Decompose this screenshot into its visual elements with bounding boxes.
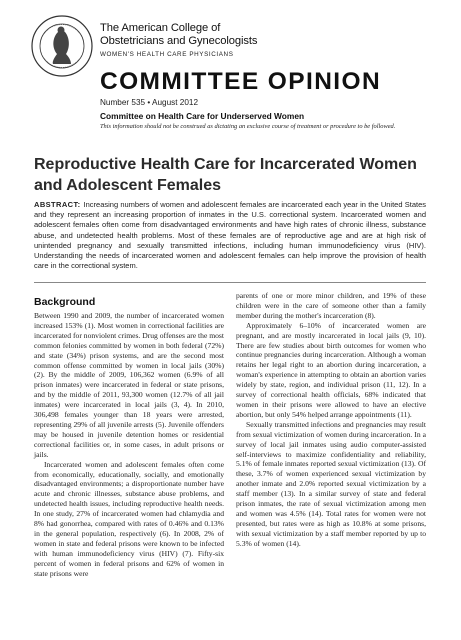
- committee-name: Committee on Health Care for Underserved Women: [100, 111, 305, 121]
- acog-seal-icon: [30, 14, 94, 78]
- org-line-1: The American College of: [100, 22, 221, 34]
- abstract: [34, 200, 426, 271]
- background-heading: Background: [34, 296, 96, 308]
- body-paragraph: parents of one or more minor children, and 19% of these children were in the care of someone other than a family member during the mother's incarceration (8).: [236, 291, 426, 320]
- article-title: Reproductive Health Care for Incarcerated Women and Adolescent Females: [34, 156, 417, 194]
- body-column-right: [236, 291, 426, 549]
- abstract-label: ABSTRACT:: [34, 200, 81, 209]
- org-subtitle: WOMEN'S HEALTH CARE PHYSICIANS: [100, 51, 234, 58]
- section-divider: [34, 282, 426, 283]
- org-line-2: Obstetricians and Gynecologists: [100, 35, 258, 47]
- body-column-left: [34, 296, 224, 578]
- body-paragraph: Approximately 6–10% of incarcerated women are pregnant, and are mostly incarcerated in local jails (9, 10). There are few studies about birth outcomes for women who continue pregnancies during incarceration. Although a woman retains her legal right to an abortion during incarceration, a woman's experience in attempting to obtain an abortion varies widely by state, region, and individual prison (11, 12). In a survey of correctional health officials, 68% indicated that women in their prisons were allowed to have an elective abortion, but only 54% helped arrange appointments (11).: [236, 320, 426, 419]
- body-paragraph: Sexually transmitted infections and pregnancies may result from sexual victimization of women during incarceration. In a survey of local jail inmates using audio computer-assisted self-interviews to maximize confidentiality and reliability, 5.1% of female inmates reported sexual victimization (13). Of these, 3.7% of women experienced sexual victimization by another inmate and 2.0% reported sexual victimization by a staff member (13). In a similar survey of state and federal prison inmates, the rate of sexual victimization among men and women was 4.5% (14). Total rates for women were not presented, but rates were as high as 10.8% at some prisons, with sexual victimization by a staff member reported by up to 5.3% of women (14).: [236, 419, 426, 548]
- disclaimer: This information should not be construed as dictating an exclusive course of treatment or procedure to be followed.: [100, 123, 396, 130]
- body-paragraph: Incarcerated women and adolescent females often come from economically, educationally, socially, and emotionally disadvantaged environments; a disproportionate number have acute and chronic illnesses, substance abuse problems, and undetected health issues, including reproductive health needs. In one study, 27% of incarcerated women had chlamydia and 8% had gonorrhea, compared with rates of 0.46% and 0.13% in the general population, respectively (6). In 2008, 2% of women in state and federal prisons were known to be infected with human immunodeficiency virus (HIV) (7). Fifty-six percent of women in federal prisons and 62% of women in state prisons were: [34, 459, 224, 578]
- organization-name: [100, 22, 300, 58]
- abstract-text: Increasing numbers of women and adolescent females are incarcerated each year in the United States and they represent an increasing proportion of inmates in the U.S. correctional system. Incarcerated women and adolescent females often come from disadvantaged environments and have high rates of chronic illness, substance abuse, and undetected health problems. Most of these females are of reproductive age and are at high risk of unintended pregnancy and sexually transmitted infections, including human immunodeficiency virus (HIV). Understanding the needs of incarcerated women and adolescent females can help improve the provision of health care in the correctional system.: [34, 200, 426, 271]
- opinion-number: Number 535 • August 2012: [100, 98, 198, 107]
- document-type-title: COMMITTEE OPINION: [100, 68, 382, 95]
- body-paragraph: Between 1990 and 2009, the number of incarcerated women increased 153% (1). Most women in correctional facilities are incarcerated for nonviolent crimes. Drug offenses are the most common felonies committed by women in both federal (72%) and state (34%) prison systems, and are the second most common offense committed by women in local jails (30%) (2). By the middle of 2009, 106,362 women (6.9% of all prison inmates) were incarcerated in federal or state prisons, and by the middle of 2011, 93,300 women (12.7% of all jail inmates) were incarcerated in local jails (3, 4). In 2010, 306,498 females younger than 18 years were arrested, representing 29% of all juvenile arrests (5). Juvenile offenders may be housed in juvenile detention homes or residential correctional facilities or, in some cases, in adult prisons or jails.: [34, 311, 224, 459]
